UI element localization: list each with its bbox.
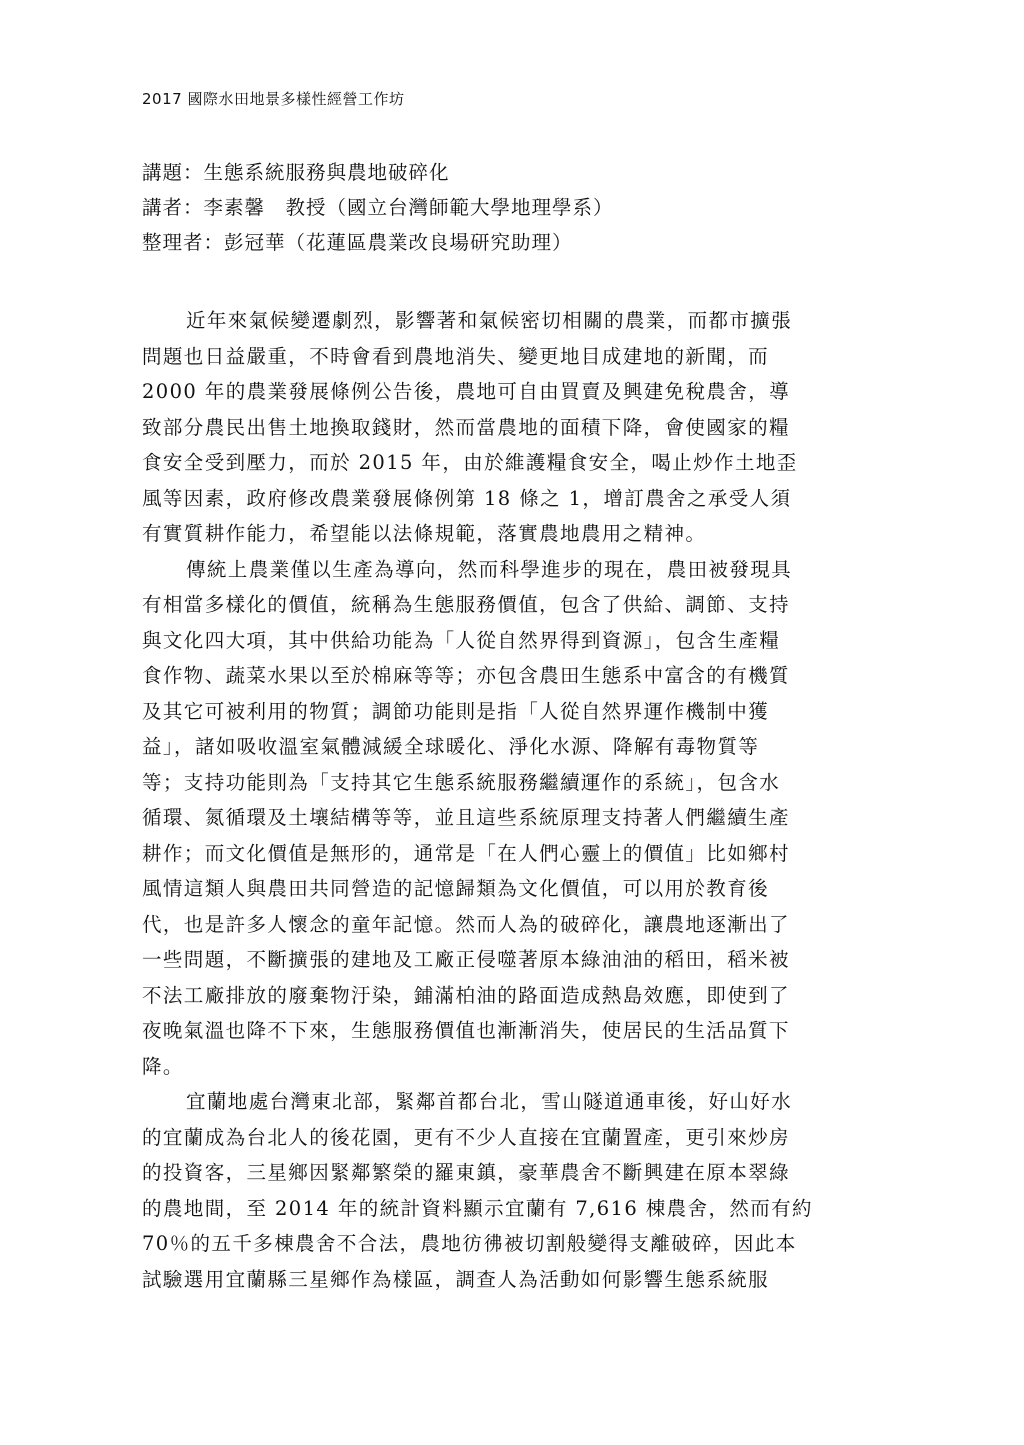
paragraph-line: 的農地間，至 2014 年的統計資料顯示宜蘭有 7,616 棟農舍，然而有約 [142, 1196, 813, 1220]
paragraph-line: 傳統上農業僅以生產為導向，然而科學進步的現在，農田被發現具 [186, 557, 793, 581]
lecture-speaker: 講者：李素馨 教授（國立台灣師範大學地理學系） [142, 196, 614, 219]
paragraph-line: 夜晚氣溫也降不下來，生態服務價值也漸漸消失，使居民的生活品質下 [142, 1019, 790, 1042]
lecture-editor: 整理者：彭冠華（花蓮區農業改良場研究助理） [142, 231, 573, 254]
paragraph-line: 有實質耕作能力，希望能以法條規範，落實農地農用之精神。 [142, 522, 707, 545]
paragraph [142, 1084, 884, 1297]
paragraph [142, 552, 884, 1085]
paragraph-line: 益」，諸如吸收溫室氣體減緩全球暖化、淨化水源、降解有毒物質等 [142, 735, 760, 758]
lecture-meta [142, 155, 1024, 260]
paragraph-line: 風情這類人與農田共同營造的記憶歸類為文化價值，可以用於教育後 [142, 877, 770, 900]
paragraph-line: 問題也日益嚴重，不時會看到農地消失、變更地目成建地的新聞，而 [142, 344, 770, 368]
paragraph-line: 的投資客，三星鄉因緊鄰繁榮的羅東鎮，豪華農舍不斷興建在原本翠綠 [142, 1161, 790, 1184]
paragraph-line: 循環、氮循環及土壤結構等等，並且這些系統原理支持著人們繼續生產 [142, 806, 790, 829]
lecture-topic: 講題：生態系統服務與農地破碎化 [142, 161, 450, 184]
paragraph-line: 試驗選用宜蘭縣三星鄉作為樣區，調查人為活動如何影響生態系統服 [142, 1267, 770, 1291]
paragraph [142, 303, 884, 552]
paragraph-line: 的宜蘭成為台北人的後花園，更有不少人直接在宜蘭置產，更引來炒房 [142, 1125, 790, 1149]
paragraph-line: 等；支持功能則為「支持其它生態系統服務繼續運作的系統」，包含水 [142, 770, 781, 794]
paragraph-line: 近年來氣候變遷劇烈，影響著和氣候密切相關的農業，而都市擴張 [186, 309, 793, 332]
paragraph-line: 降。 [142, 1054, 184, 1078]
paragraph-line: 與文化四大項，其中供給功能為「人從自然界得到資源」，包含生產糧 [142, 628, 781, 652]
paragraph-line: 一些問題，不斷擴張的建地及工廠正侵噬著原本綠油油的稻田，稻米被 [142, 948, 790, 971]
paragraph-line: 2000 年的農業發展條例公告後，農地可自由買賣及興建免稅農舍，導 [142, 380, 791, 403]
page-header: 2017 國際水田地景多樣性經營工作坊 [142, 90, 405, 108]
paragraph-line: 有相當多樣化的價值，統稱為生態服務價值，包含了供給、調節、支持 [142, 593, 790, 616]
article-body [142, 303, 884, 1297]
paragraph-line: 宜蘭地處台灣東北部，緊鄰首都台北，雪山隧道通車後，好山好水 [186, 1090, 793, 1113]
paragraph-line: 食作物、蔬菜水果以至於棉麻等等；亦包含農田生態系中富含的有機質 [142, 664, 790, 687]
paragraph-line: 70％的五千多棟農舍不合法，農地彷彿被切割般變得支離破碎，因此本 [142, 1232, 797, 1255]
paragraph-line: 致部分農民出售土地換取錢財，然而當農地的面積下降，會使國家的糧 [142, 415, 790, 439]
paragraph-line: 不法工廠排放的廢棄物汙染，鋪滿柏油的路面造成熱島效應，即使到了 [142, 983, 790, 1007]
paragraph-line: 食安全受到壓力，而於 2015 年，由於維護糧食安全，喝止炒作土地歪 [142, 451, 798, 474]
paragraph-line: 及其它可被利用的物質；調節功能則是指「人從自然界運作機制中獲 [142, 699, 770, 723]
paragraph-line: 耕作；而文化價值是無形的，通常是「在人們心靈上的價值」比如鄉村 [142, 841, 790, 865]
paragraph-line: 風等因素，政府修改農業發展條例第 18 條之 1，增訂農舍之承受人須 [142, 486, 792, 510]
paragraph-line: 代，也是許多人懷念的童年記憶。然而人為的破碎化，讓農地逐漸出了 [142, 912, 790, 936]
